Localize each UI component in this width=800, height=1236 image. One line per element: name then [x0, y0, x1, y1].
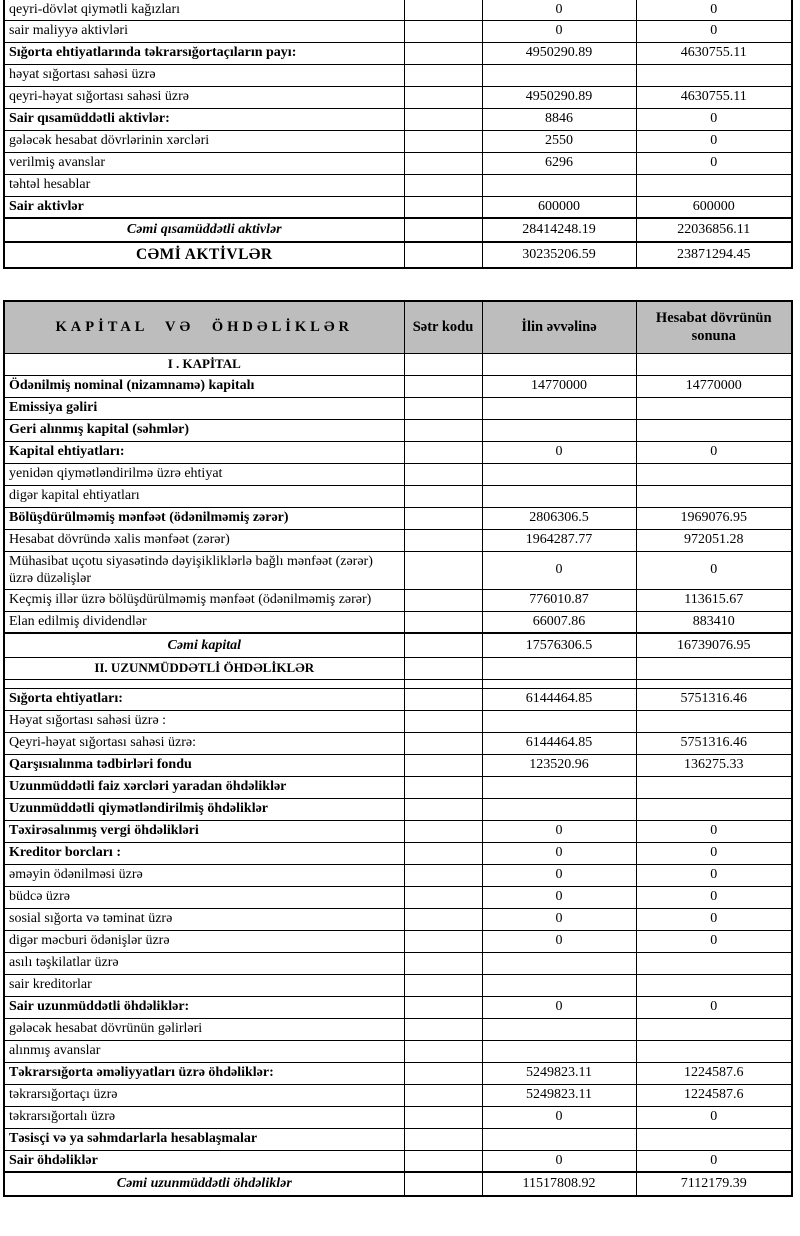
row-code-cell [404, 1062, 482, 1084]
row-label: Emissiya gəliri [4, 397, 404, 419]
row-value-period-start [482, 419, 636, 441]
row-value-period-start: 776010.87 [482, 589, 636, 611]
row-value-period-start [482, 1128, 636, 1150]
row-value-period-start: 66007.86 [482, 611, 636, 633]
row-value-period-end [636, 419, 792, 441]
row-value-period-end [636, 174, 792, 196]
row-code-cell [404, 0, 482, 20]
table-row [4, 952, 792, 974]
table-row [4, 864, 792, 886]
row-code-cell [404, 798, 482, 820]
row-value-period-end [636, 776, 792, 798]
row-code-cell [404, 820, 482, 842]
row-value-period-end: 7112179.39 [636, 1172, 792, 1196]
row-label: digər kapital ehtiyatları [4, 485, 404, 507]
table-row [4, 1106, 792, 1128]
table-row [4, 842, 792, 864]
row-value-period-end: 0 [636, 551, 792, 589]
row-label: Sair qısamüddətli aktivlər: [4, 108, 404, 130]
row-value-period-end [636, 952, 792, 974]
row-value-period-end: 4630755.11 [636, 86, 792, 108]
row-label: Hesabat dövründə xalis mənfəət (zərər) [4, 529, 404, 551]
row-value-period-end: 23871294.45 [636, 242, 792, 268]
row-value-period-start: 14770000 [482, 375, 636, 397]
table-row [4, 130, 792, 152]
row-value-period-end: 0 [636, 130, 792, 152]
row-value-period-start [482, 798, 636, 820]
table-row [4, 688, 792, 710]
row-label: sair kreditorlar [4, 974, 404, 996]
row-code-cell [404, 529, 482, 551]
table-row [4, 529, 792, 551]
row-code-cell [404, 196, 482, 218]
row-code-cell [404, 463, 482, 485]
row-label: sair maliyyə aktivləri [4, 20, 404, 42]
row-label: həyat sığortası sahəsi üzrə [4, 64, 404, 86]
row-value-period-start [482, 710, 636, 732]
row-value-period-end [636, 710, 792, 732]
row-value-period-end: 0 [636, 0, 792, 20]
row-value-period-end: 136275.33 [636, 754, 792, 776]
row-label: Kapital ehtiyatları: [4, 441, 404, 463]
row-value-period-end: 14770000 [636, 375, 792, 397]
row-label: təhtəl hesablar [4, 174, 404, 196]
row-code-cell [404, 1128, 482, 1150]
row-value-period-start: 6144464.85 [482, 732, 636, 754]
row-value-period-start [482, 485, 636, 507]
row-value-period-end: 0 [636, 20, 792, 42]
row-value-period-end: 0 [636, 864, 792, 886]
table-row [4, 64, 792, 86]
row-value-period-start [482, 463, 636, 485]
header-title: KAPİTAL VƏ ÖHDƏLİKLƏR [4, 301, 404, 353]
row-value-period-start: 0 [482, 842, 636, 864]
row-label: Kreditor borcları : [4, 842, 404, 864]
row-label: təkrarsığortalı üzrə [4, 1106, 404, 1128]
capital-liabilities-table [3, 300, 793, 1197]
table-row [4, 1040, 792, 1062]
table-row [4, 710, 792, 732]
row-value-period-end [636, 657, 792, 679]
row-value-period-end: 16739076.95 [636, 633, 792, 657]
row-label: Sair aktivlər [4, 196, 404, 218]
row-label: Təkrarsığorta əməliyyatları üzrə öhdəliklər: [4, 1062, 404, 1084]
table-row [4, 1172, 792, 1196]
row-label: Cəmi uzunmüddətli öhdəliklər [4, 1172, 404, 1196]
row-label: asılı təşkilatlar üzrə [4, 952, 404, 974]
row-label [4, 679, 404, 688]
row-code-cell [404, 996, 482, 1018]
row-label: Qarşısıalınma tədbirləri fondu [4, 754, 404, 776]
table-row [4, 218, 792, 242]
row-label: I . KAPİTAL [4, 353, 404, 375]
table-row [4, 551, 792, 589]
table-row [4, 1018, 792, 1040]
row-code-cell [404, 64, 482, 86]
row-value-period-end: 4630755.11 [636, 42, 792, 64]
row-value-period-end: 0 [636, 930, 792, 952]
row-code-cell [404, 397, 482, 419]
table-row [4, 20, 792, 42]
row-label: Sığorta ehtiyatlarında təkrarsığortaçıların payı: [4, 42, 404, 64]
row-value-period-end: 0 [636, 886, 792, 908]
table-row [4, 353, 792, 375]
row-value-period-end [636, 1018, 792, 1040]
table-row [4, 886, 792, 908]
row-label: CƏMİ AKTİVLƏR [4, 242, 404, 268]
row-label: Elan edilmiş dividendlər [4, 611, 404, 633]
row-value-period-end [636, 64, 792, 86]
row-label: Keçmiş illər üzrə bölüşdürülməmiş mənfəət (ödənilməmiş zərər) [4, 589, 404, 611]
row-label: Sair uzunmüddətli öhdəliklər: [4, 996, 404, 1018]
row-code-cell [404, 42, 482, 64]
row-label: digər məcburi ödənişlər üzrə [4, 930, 404, 952]
row-value-period-end [636, 1128, 792, 1150]
row-value-period-start [482, 679, 636, 688]
table-row [4, 679, 792, 688]
row-code-cell [404, 657, 482, 679]
row-value-period-start: 2550 [482, 130, 636, 152]
row-code-cell [404, 1040, 482, 1062]
row-label: Həyat sığortası sahəsi üzrə : [4, 710, 404, 732]
row-value-period-start: 0 [482, 864, 636, 886]
table-row [4, 974, 792, 996]
row-value-period-end [636, 485, 792, 507]
row-code-cell [404, 485, 482, 507]
table-row [4, 375, 792, 397]
row-code-cell [404, 754, 482, 776]
table-row [4, 463, 792, 485]
row-value-period-end: 22036856.11 [636, 218, 792, 242]
table-row [4, 108, 792, 130]
row-value-period-start [482, 1040, 636, 1062]
table-row [4, 611, 792, 633]
row-code-cell [404, 732, 482, 754]
table-row [4, 174, 792, 196]
row-code-cell [404, 974, 482, 996]
table-row [4, 42, 792, 64]
table-row [4, 657, 792, 679]
row-code-cell [404, 20, 482, 42]
row-code-cell [404, 108, 482, 130]
row-code-cell [404, 864, 482, 886]
row-value-period-start: 0 [482, 908, 636, 930]
table-row [4, 196, 792, 218]
table-row [4, 0, 792, 20]
table-row [4, 152, 792, 174]
table-row [4, 419, 792, 441]
row-value-period-start: 11517808.92 [482, 1172, 636, 1196]
row-label: Sair öhdəliklər [4, 1150, 404, 1172]
row-code-cell [404, 353, 482, 375]
row-code-cell [404, 688, 482, 710]
row-code-cell [404, 1150, 482, 1172]
row-value-period-end [636, 463, 792, 485]
row-code-cell [404, 1018, 482, 1040]
row-value-period-end: 972051.28 [636, 529, 792, 551]
table-row [4, 930, 792, 952]
row-code-cell [404, 242, 482, 268]
row-code-cell [404, 611, 482, 633]
row-value-period-start: 5249823.11 [482, 1062, 636, 1084]
row-code-cell [404, 419, 482, 441]
table-row [4, 820, 792, 842]
row-value-period-start: 600000 [482, 196, 636, 218]
row-value-period-start [482, 174, 636, 196]
header-col-period-start: İlin əvvəlinə [482, 301, 636, 353]
row-label: verilmiş avanslar [4, 152, 404, 174]
row-code-cell [404, 152, 482, 174]
row-label: Cəmi qısamüddətli aktivlər [4, 218, 404, 242]
row-value-period-start: 0 [482, 1150, 636, 1172]
row-code-cell [404, 952, 482, 974]
row-value-period-start [482, 776, 636, 798]
capital-table-body [4, 353, 792, 1196]
table-row [4, 1062, 792, 1084]
row-code-cell [404, 589, 482, 611]
row-value-period-start: 8846 [482, 108, 636, 130]
table-row [4, 908, 792, 930]
row-value-period-start: 2806306.5 [482, 507, 636, 529]
table-row [4, 633, 792, 657]
header-row-code: Sətr kodu [404, 301, 482, 353]
row-value-period-start: 0 [482, 996, 636, 1018]
row-value-period-end: 0 [636, 908, 792, 930]
row-value-period-end: 1224587.6 [636, 1084, 792, 1106]
table-row [4, 1150, 792, 1172]
row-label: təkrarsığortaçı üzrə [4, 1084, 404, 1106]
row-value-period-start: 6296 [482, 152, 636, 174]
table-row [4, 589, 792, 611]
assets-table [3, 0, 793, 269]
row-code-cell [404, 174, 482, 196]
row-value-period-end [636, 798, 792, 820]
row-value-period-end: 883410 [636, 611, 792, 633]
row-label: Sığorta ehtiyatları: [4, 688, 404, 710]
row-value-period-start: 4950290.89 [482, 86, 636, 108]
row-value-period-start: 5249823.11 [482, 1084, 636, 1106]
row-value-period-end: 0 [636, 1106, 792, 1128]
row-code-cell [404, 375, 482, 397]
row-value-period-end: 0 [636, 441, 792, 463]
row-value-period-start: 123520.96 [482, 754, 636, 776]
row-value-period-end: 1969076.95 [636, 507, 792, 529]
row-code-cell [404, 930, 482, 952]
table-row [4, 507, 792, 529]
row-label: büdcə üzrə [4, 886, 404, 908]
row-label: qeyri-həyat sığortası sahəsi üzrə [4, 86, 404, 108]
row-label: Uzunmüddətli qiymətləndirilmiş öhdəliklər [4, 798, 404, 820]
row-value-period-end: 0 [636, 108, 792, 130]
table-row [4, 86, 792, 108]
row-value-period-start [482, 1018, 636, 1040]
row-value-period-start: 17576306.5 [482, 633, 636, 657]
row-code-cell [404, 908, 482, 930]
table-row [4, 732, 792, 754]
row-label: Bölüşdürülməmiş mənfəət (ödənilməmiş zərər) [4, 507, 404, 529]
row-value-period-end: 5751316.46 [636, 688, 792, 710]
row-value-period-start: 0 [482, 1106, 636, 1128]
row-value-period-end: 0 [636, 1150, 792, 1172]
row-code-cell [404, 130, 482, 152]
row-label: gələcək hesabat dövrlərinin xərcləri [4, 130, 404, 152]
table-row [4, 798, 792, 820]
row-value-period-start: 6144464.85 [482, 688, 636, 710]
row-value-period-start: 0 [482, 886, 636, 908]
table-row [4, 485, 792, 507]
row-value-period-start: 30235206.59 [482, 242, 636, 268]
row-label: Ödənilmiş nominal (nizamnamə) kapitalı [4, 375, 404, 397]
table-row [4, 1084, 792, 1106]
row-value-period-start [482, 974, 636, 996]
row-code-cell [404, 507, 482, 529]
row-value-period-end [636, 974, 792, 996]
row-value-period-start: 0 [482, 930, 636, 952]
row-code-cell [404, 842, 482, 864]
row-value-period-end [636, 353, 792, 375]
row-value-period-start: 1964287.77 [482, 529, 636, 551]
row-label: Qeyri-həyat sığortası sahəsi üzrə: [4, 732, 404, 754]
row-value-period-end: 113615.67 [636, 589, 792, 611]
header-col-period-end: Hesabat dövrünün sonuna [636, 301, 792, 353]
row-value-period-end: 0 [636, 996, 792, 1018]
row-code-cell [404, 1172, 482, 1196]
row-label: Uzunmüddətli faiz xərcləri yaradan öhdəliklər [4, 776, 404, 798]
row-value-period-start: 28414248.19 [482, 218, 636, 242]
row-value-period-start: 4950290.89 [482, 42, 636, 64]
row-label: yenidən qiymətləndirilmə üzrə ehtiyat [4, 463, 404, 485]
row-value-period-start: 0 [482, 551, 636, 589]
capital-table-header [4, 301, 792, 353]
row-value-period-end: 0 [636, 152, 792, 174]
row-label: Mühasibat uçotu siyasətində dəyişikliklərlə bağlı mənfəət (zərər) üzrə düzəlişlər [4, 551, 404, 589]
row-code-cell [404, 218, 482, 242]
row-label: əməyin ödənilməsi üzrə [4, 864, 404, 886]
row-value-period-end: 0 [636, 820, 792, 842]
row-code-cell [404, 633, 482, 657]
row-value-period-start [482, 657, 636, 679]
row-label: Cəmi kapital [4, 633, 404, 657]
row-label: II. UZUNMÜDDƏTLİ ÖHDƏLİKLƏR [4, 657, 404, 679]
row-code-cell [404, 679, 482, 688]
row-value-period-start: 0 [482, 441, 636, 463]
row-label: Geri alınmış kapital (səhmlər) [4, 419, 404, 441]
row-label: Təsisçi və ya səhmdarlarla hesablaşmalar [4, 1128, 404, 1150]
row-value-period-start [482, 353, 636, 375]
row-value-period-end: 600000 [636, 196, 792, 218]
table-row [4, 776, 792, 798]
row-code-cell [404, 776, 482, 798]
row-value-period-start [482, 397, 636, 419]
row-value-period-end [636, 397, 792, 419]
row-value-period-start [482, 952, 636, 974]
table-row [4, 1128, 792, 1150]
row-value-period-start: 0 [482, 820, 636, 842]
row-code-cell [404, 86, 482, 108]
row-value-period-start: 0 [482, 20, 636, 42]
row-value-period-end [636, 1040, 792, 1062]
table-row [4, 754, 792, 776]
row-value-period-end: 1224587.6 [636, 1062, 792, 1084]
row-value-period-start [482, 64, 636, 86]
row-label: alınmış avanslar [4, 1040, 404, 1062]
row-code-cell [404, 886, 482, 908]
row-code-cell [404, 441, 482, 463]
assets-table-body [4, 0, 792, 268]
row-label: qeyri-dövlət qiymətli kağızları [4, 0, 404, 20]
row-value-period-end: 0 [636, 842, 792, 864]
table-row [4, 996, 792, 1018]
row-code-cell [404, 1106, 482, 1128]
header-row [4, 301, 792, 353]
table-row [4, 242, 792, 268]
table-row [4, 441, 792, 463]
row-value-period-start: 0 [482, 0, 636, 20]
row-label: gələcək hesabat dövrünün gəlirləri [4, 1018, 404, 1040]
row-code-cell [404, 551, 482, 589]
row-value-period-end: 5751316.46 [636, 732, 792, 754]
row-label: Təxirəsalınmış vergi öhdəlikləri [4, 820, 404, 842]
row-value-period-end [636, 679, 792, 688]
row-label: sosial sığorta və təminat üzrə [4, 908, 404, 930]
row-code-cell [404, 710, 482, 732]
table-row [4, 397, 792, 419]
row-code-cell [404, 1084, 482, 1106]
